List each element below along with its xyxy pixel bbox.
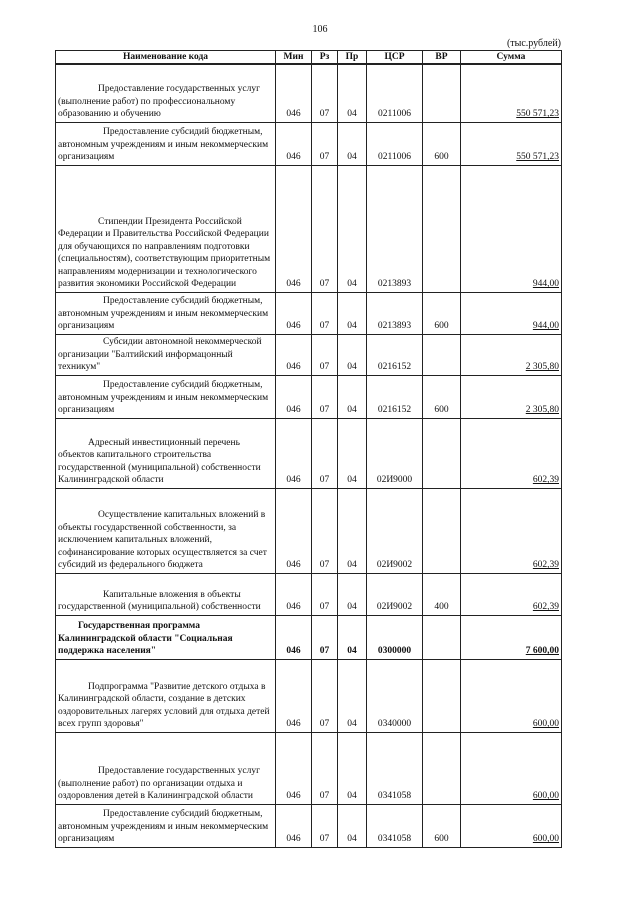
row-vr [423,659,461,732]
table-row [56,732,562,804]
row-pr: 04 [338,165,367,292]
page-number: 106 [312,24,328,35]
row-min: 046 [276,804,312,847]
row-sum: 944,00 [461,165,562,292]
row-vr [423,334,461,375]
row-csr: 0213893 [367,165,423,292]
header-vr: ВР [423,51,461,65]
row-sum: 944,00 [461,292,562,334]
row-vr [423,165,461,292]
row-pr: 04 [338,418,367,488]
row-sum: 2 305,80 [461,334,562,375]
row-pr: 04 [338,573,367,615]
row-sum: 600,00 [461,659,562,732]
row-pr: 04 [338,64,367,122]
row-name: Капитальные вложения в объекты государственной (муниципальной) собственности [56,573,276,615]
row-rz: 07 [312,804,338,847]
row-pr: 04 [338,615,367,659]
table-row [56,334,562,375]
row-sum: 602,39 [461,488,562,573]
row-name: Предоставление государственных услуг (выполнение работ) по организации отдыха и оздоровления детей в Калининградской области [56,732,276,804]
row-csr: 0216152 [367,334,423,375]
row-min: 046 [276,375,312,418]
table-row [56,292,562,334]
row-vr [423,64,461,122]
row-pr: 04 [338,375,367,418]
row-vr [423,418,461,488]
row-name: Предоставление государственных услуг (выполнение работ) по профессиональному образованию и обучению [56,64,276,122]
row-name: Государственная программа Калининградской области "Социальная поддержка населения" [56,615,276,659]
row-rz: 07 [312,732,338,804]
row-vr: 600 [423,292,461,334]
row-min: 046 [276,732,312,804]
row-csr: 02И9002 [367,573,423,615]
header-sum: Сумма [461,51,562,65]
row-vr [423,615,461,659]
row-sum: 602,39 [461,573,562,615]
row-vr: 600 [423,804,461,847]
row-min: 046 [276,615,312,659]
row-pr: 04 [338,292,367,334]
header-min: Мин [276,51,312,65]
row-csr: 0340000 [367,659,423,732]
header-pr: Пр [338,51,367,65]
row-sum: 602,39 [461,418,562,488]
row-sum: 550 571,23 [461,122,562,165]
table-row [56,64,562,122]
row-sum: 550 571,23 [461,64,562,122]
row-csr: 0211006 [367,122,423,165]
table-row [56,804,562,847]
row-min: 046 [276,64,312,122]
row-csr: 02И9000 [367,418,423,488]
row-name: Предоставление субсидий бюджетным, автономным учреждениям и иным некоммерческим организациям [56,292,276,334]
table-row [56,375,562,418]
row-pr: 04 [338,804,367,847]
row-vr [423,488,461,573]
row-name: Подпрограмма "Развитие детского отдыха в Калининградской области, создание в детских оздоровительных лагерях условий для отдыха детей всех групп здоровья" [56,659,276,732]
row-pr: 04 [338,122,367,165]
row-csr: 0300000 [367,615,423,659]
row-rz: 07 [312,573,338,615]
table-row [56,615,562,659]
row-rz: 07 [312,488,338,573]
row-csr: 02И9002 [367,488,423,573]
row-sum: 7 600,00 [461,615,562,659]
row-rz: 07 [312,418,338,488]
row-name: Предоставление субсидий бюджетным, автономным учреждениям и иным некоммерческим организациям [56,804,276,847]
row-name: Адресный инвестиционный перечень объектов капитального строительства государственной (муниципальной) собственности Калининградской области [56,418,276,488]
row-min: 046 [276,122,312,165]
header-csr: ЦСР [367,51,423,65]
row-csr: 0211006 [367,64,423,122]
header-name: Наименование кода [56,51,276,65]
row-rz: 07 [312,375,338,418]
header-rz: Рз [312,51,338,65]
row-vr [423,732,461,804]
row-name: Осуществление капитальных вложений в объекты государственной собственности, за исключением капитальных вложений, софинансирование которых осуществляется за счет субсидий из федерального бюджета [56,488,276,573]
row-min: 046 [276,165,312,292]
table-row [56,573,562,615]
table-row [56,418,562,488]
row-min: 046 [276,292,312,334]
row-vr: 600 [423,122,461,165]
row-name: Предоставление субсидий бюджетным, автономным учреждениям и иным некоммерческим организациям [56,122,276,165]
row-csr: 0213893 [367,292,423,334]
row-min: 046 [276,488,312,573]
row-csr: 0216152 [367,375,423,418]
row-sum: 2 305,80 [461,375,562,418]
row-rz: 07 [312,659,338,732]
row-csr: 0341058 [367,732,423,804]
row-rz: 07 [312,165,338,292]
row-sum: 600,00 [461,804,562,847]
row-min: 046 [276,659,312,732]
table-header-row [56,51,562,65]
row-rz: 07 [312,64,338,122]
row-pr: 04 [338,488,367,573]
row-min: 046 [276,573,312,615]
row-csr: 0341058 [367,804,423,847]
row-rz: 07 [312,292,338,334]
table-row [56,165,562,292]
row-pr: 04 [338,732,367,804]
row-min: 046 [276,418,312,488]
row-vr: 600 [423,375,461,418]
row-min: 046 [276,334,312,375]
row-vr: 400 [423,573,461,615]
row-name: Стипендии Президента Российской Федерации и Правительства Российской Федерации для обучающихся по направлениям подготовки (специальностям), соответствующим приоритетным направлениям модернизации и технологического развития экономики Российской Федерации [56,165,276,292]
row-rz: 07 [312,615,338,659]
row-name: Субсидии автономной некоммерческой организации "Балтийский информацонный техникум" [56,334,276,375]
budget-table [55,50,562,848]
table-row [56,659,562,732]
row-rz: 07 [312,334,338,375]
row-name: Предоставление субсидий бюджетным, автономным учреждениям и иным некоммерческим организациям [56,375,276,418]
row-sum: 600,00 [461,732,562,804]
table-row [56,488,562,573]
row-rz: 07 [312,122,338,165]
row-pr: 04 [338,659,367,732]
row-pr: 04 [338,334,367,375]
table-row [56,122,562,165]
units-label: (тыс.рублей) [506,38,561,49]
